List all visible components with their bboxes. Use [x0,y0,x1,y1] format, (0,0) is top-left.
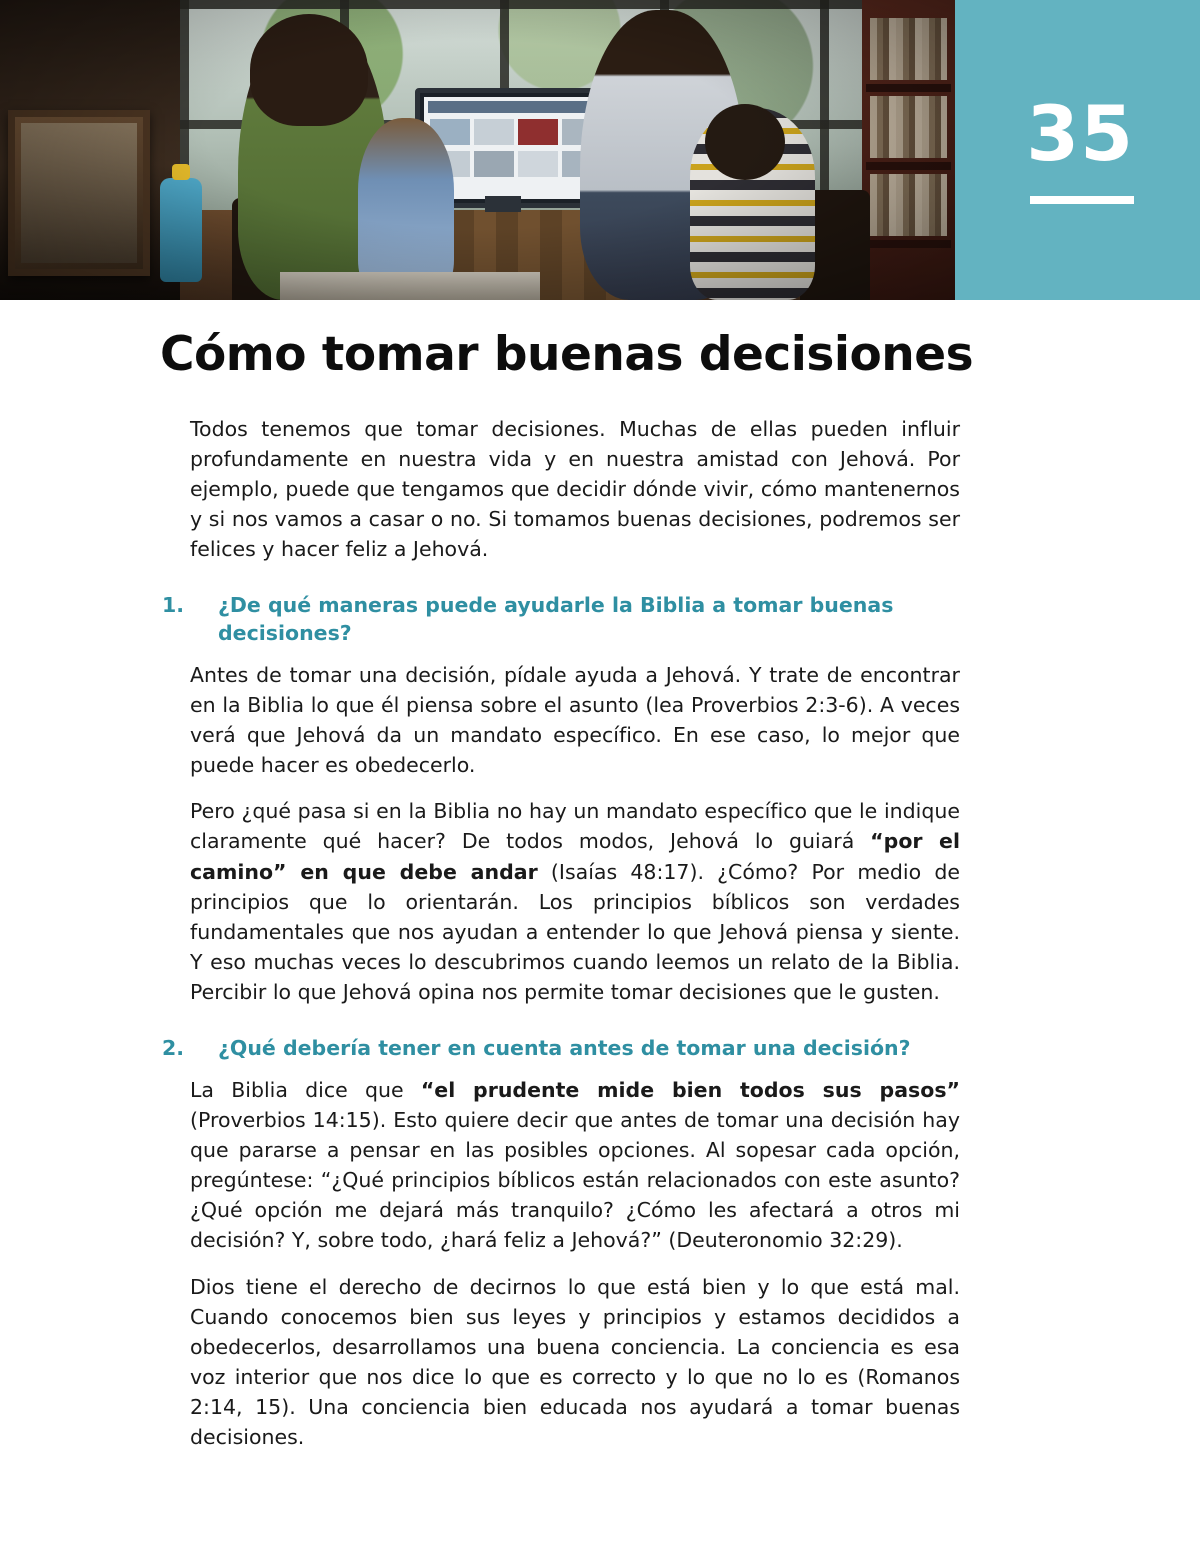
question-text: ¿Qué debería tener en cuenta antes de tomar una decisión? [218,1036,911,1061]
body-paragraph [190,1272,960,1453]
intro-paragraph: Todos tenemos que tomar decisiones. Muchas de ellas pueden influir profundamente en nuestra vida y en nuestra amistad con Jehová. Por ejemplo, puede que tengamos que decidir dónde vivir, cómo mantenernos y si nos vamos a casar o no. Si tomamos buenas decisiones, podremos ser felices y hacer feliz a Jehová. [190,416,960,562]
paragraph-text: Antes de tomar una decisión, pídale ayuda a Jehová. Y trate de encontrar en la Biblia lo que él piensa sobre el asunto (lea Proverbios 2:3-6). A veces verá que Jehová da un mandato específico. En ese caso, lo mejor que puede hacer es obedecerlo. [190,662,960,778]
page-number-block [955,0,1200,300]
paragraph-text: (Isaías 48:17). ¿Cómo? Por medio de principios que lo orientarán. Los principios bíblicos son verdades fundamentales que nos ayudan a entender lo que Jehová piensa y siente. Y eso muchas veces lo descubrimos cuando leemos un relato de la Biblia. Percibir lo que Jehová opina nos permite tomar decisiones que le gusten. [190,859,960,1005]
paragraph-text: (Proverbios 14:15). Esto quiere decir que antes de tomar una decisión hay que pararse a pensar en las posibles opciones. Al sopesar cada opción, pregúntese: “¿Qué principios bíblicos están relacionados con este asunto? ¿Qué opción me dejará más tranquilo? ¿Cómo les afectará a otros mi decisión? Y, sobre todo, ¿hará feliz a Jehová?” (Deuteronomio 32:29). [190,1107,960,1253]
article-column [0,414,1200,1453]
page-header-band [0,0,1200,300]
question-heading [162,1035,960,1063]
question-number: 1. [162,593,185,618]
question-number: 2. [162,1036,185,1061]
sections-container [162,592,960,1452]
article-illustration [0,0,955,300]
body-paragraph [190,660,960,781]
body-paragraph [190,1075,960,1256]
page-number: 35 [1026,89,1134,178]
paragraph-text: Pero ¿qué pasa si en la Biblia no hay un mandato específico que le indique claramente qué hacer? De todos modos, Jehová lo guiará [190,799,960,854]
question-heading [162,592,960,647]
scripture-quote: “por el camino” en que debe andar [190,829,960,884]
scripture-quote: “el prudente mide bien todos sus pasos” [420,1077,960,1102]
page-number-underline [1030,196,1134,204]
page-title: Cómo tomar buenas decisiones [160,327,974,382]
paragraph-text: La Biblia dice que [190,1077,421,1102]
body-paragraph [190,796,960,1007]
photo-vignette [0,0,955,300]
illustration-scene [0,0,955,300]
article-body [0,327,1200,1452]
paragraph-text: Dios tiene el derecho de decirnos lo que está bien y lo que está mal. Cuando conocemos bien sus leyes y principios y estamos decididos a obedecerlos, desarrollamos una buena conciencia. La conciencia es esa voz interior que nos dice lo que es correcto y lo que no lo es (Romanos 2:14, 15). Una conciencia bien educada nos ayudará a tomar buenas decisiones. [190,1274,960,1450]
question-text: ¿De qué maneras puede ayudarle la Biblia a tomar buenas decisiones? [218,593,894,646]
